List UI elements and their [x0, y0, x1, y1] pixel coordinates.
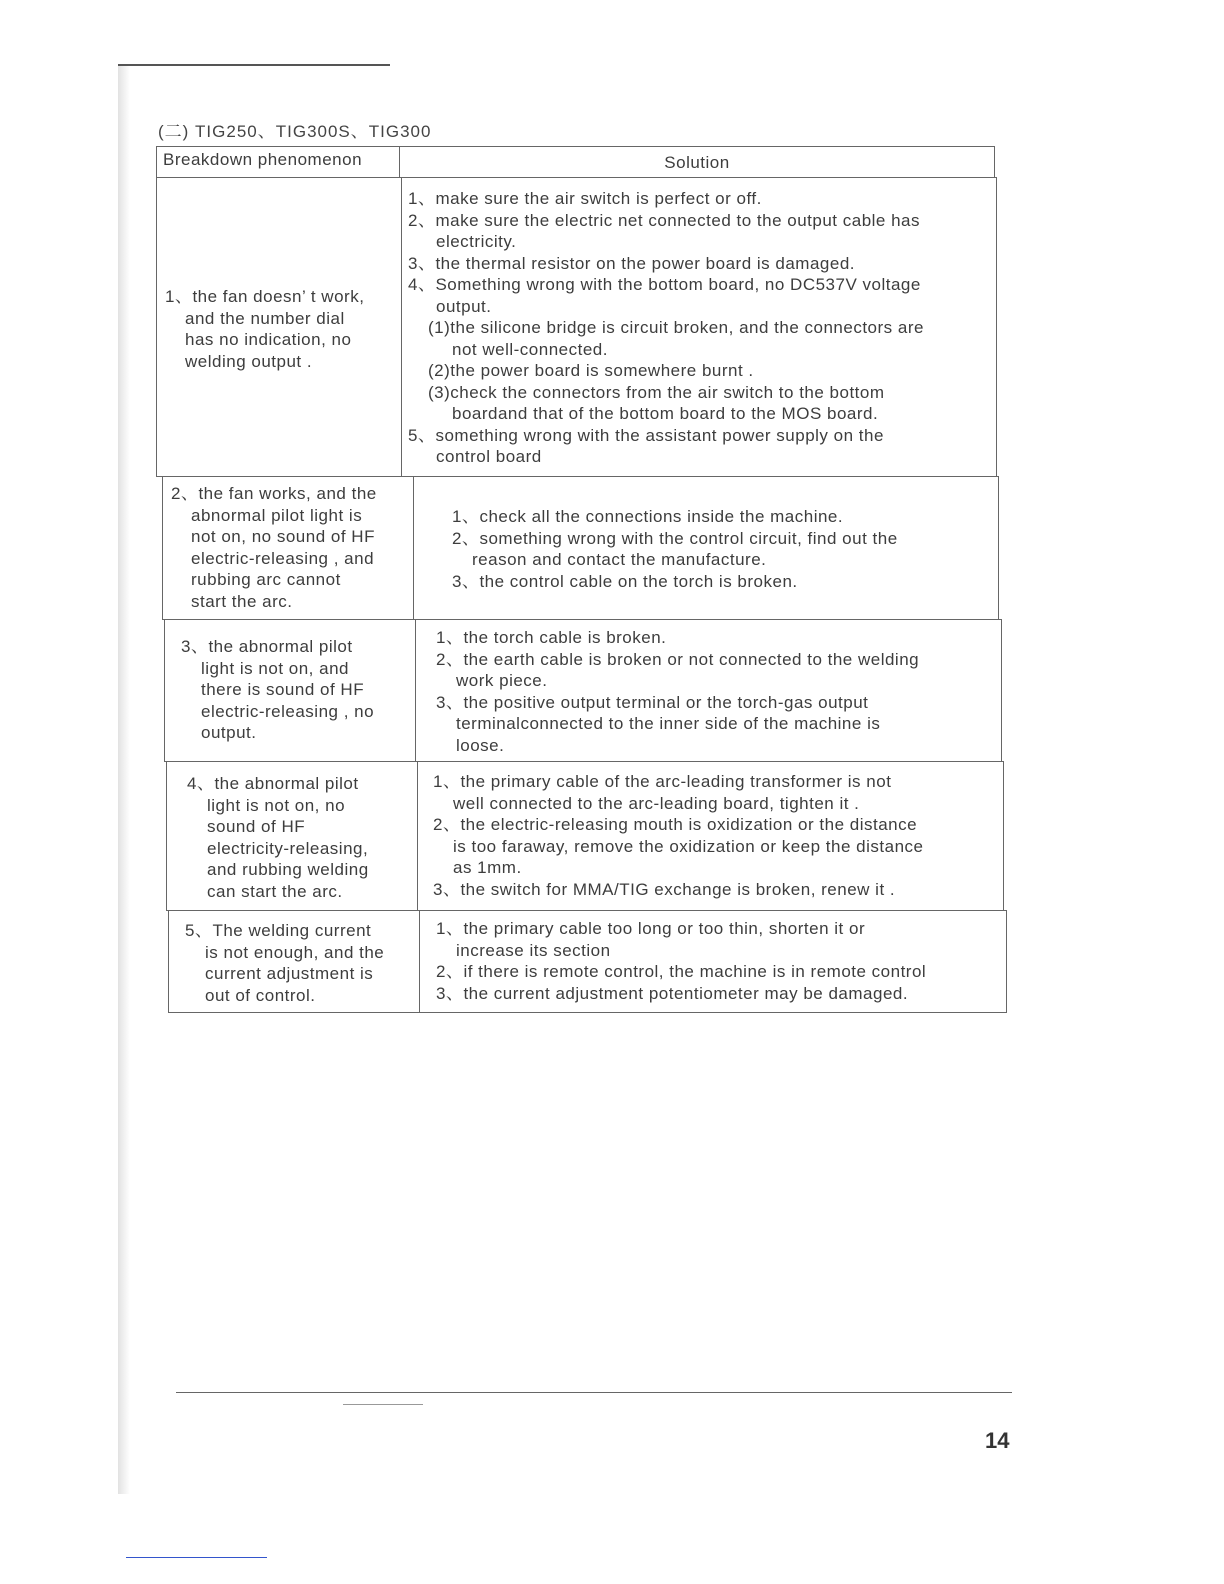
- table-row-2-solution: 1、check all the connections inside the machine. 2、something wrong with the control circuit, find out the reason and contact the manufacture. 3、the control cable on the torch is broken.: [413, 476, 999, 620]
- table-row-2-phenomenon: 2、the fan works, and the abnormal pilot light is not on, no sound of HF electric-releasing , and rubbing arc cannot start the arc.: [162, 476, 414, 620]
- scan-shadow: [118, 64, 130, 1494]
- top-rule: [118, 64, 390, 66]
- table-row-1-solution: 1、make sure the air switch is perfect or off. 2、make sure the electric net connected to the output cable has electricity. 3、the thermal resistor on the power board is damaged. 4、Something wrong with the bottom board, no DC537V voltage output. (1)the silicone bridge is circuit broken, and the connectors are not well-connected. (2)the power board is somewhere burnt . (3)check the connectors from the air switch to the bottom boardand that of the bottom board to the MOS board. 5、something wrong with the assistant power supply on the control board: [401, 177, 997, 477]
- table-row-4-solution: 1、the primary cable of the arc-leading transformer is not well connected to the arc-leading board, tighten it . 2、the electric-releasing mouth is oxidization or the distance is too faraway, remove the oxidization or keep the distance as 1mm. 3、the switch for MMA/TIG exchange is broken, renew it .: [417, 761, 1004, 911]
- footer-rule: [176, 1392, 1012, 1393]
- footer-rule-short: [343, 1404, 423, 1405]
- table-row-5-solution: 1、the primary cable too long or too thin, shorten it or increase its section 2、if there is remote control, the machine is in remote control 3、the current adjustment potentiometer may be damaged.: [419, 910, 1007, 1013]
- link-underline: [126, 1557, 267, 1558]
- table-row-4-phenomenon: 4、the abnormal pilot light is not on, no sound of HF electricity-releasing, and rubbing welding can start the arc.: [166, 761, 418, 911]
- header-phenomenon: Breakdown phenomenon: [156, 146, 400, 178]
- header-solution: Solution: [399, 146, 995, 178]
- table-row-1-phenomenon: 1、the fan doesn’ t work, and the number dial has no indication, no welding output .: [156, 177, 402, 477]
- table-row-3-phenomenon: 3、the abnormal pilot light is not on, and there is sound of HF electric-releasing , no output.: [164, 619, 416, 762]
- table-row-3-solution: 1、the torch cable is broken. 2、the earth cable is broken or not connected to the welding work piece. 3、the positive output terminal or the torch-gas output terminalconnected to the inner side of the machine is loose.: [415, 619, 1002, 762]
- page-number: 14: [985, 1428, 1010, 1453]
- section-heading: (二) TIG250、TIG300S、TIG300: [158, 122, 432, 141]
- table-row-5-phenomenon: 5、The welding current is not enough, and the current adjustment is out of control.: [168, 910, 420, 1013]
